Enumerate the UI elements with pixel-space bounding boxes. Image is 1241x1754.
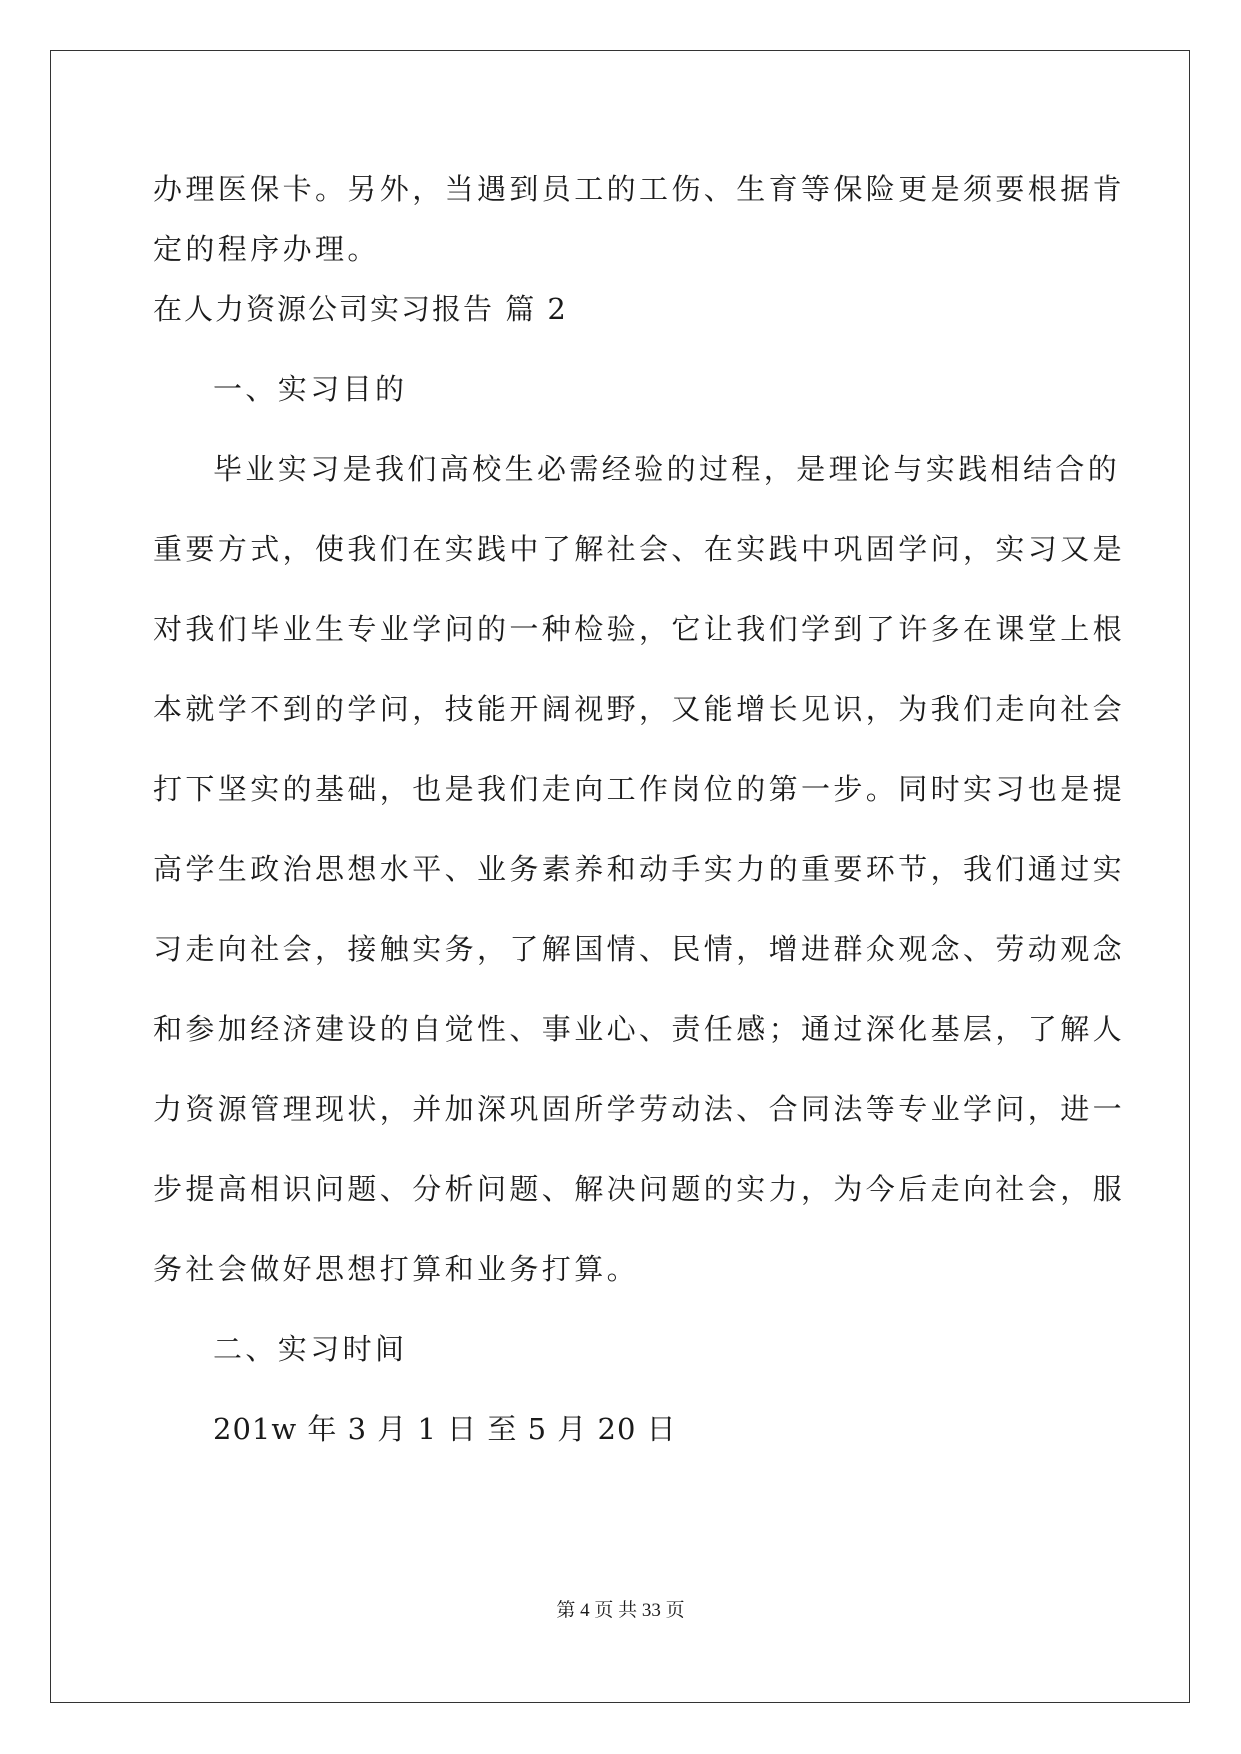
page-number: 第 4 页 共 33 页 [556,1600,685,1621]
body-line: 和参加经济建设的自觉性、事业心、责任感；通过深化基层，了解人 [153,1012,1126,1046]
section-title: 在人力资源公司实习报告 篇 2 [153,292,568,326]
body-line: 办理医保卡。另外，当遇到员工的工伤、生育等保险更是须要根据肯 [153,172,1126,206]
heading-purpose: 一、实习目的 [213,372,408,406]
body-line: 打下坚实的基础，也是我们走向工作岗位的第一步。同时实习也是提 [153,772,1126,806]
body-line: 毕业实习是我们高校生必需经验的过程，是理论与实践相结合的 [213,452,1121,486]
body-line: 本就学不到的学问，技能开阔视野，又能增长见识，为我们走向社会 [153,692,1126,726]
body-line: 习走向社会，接触实务，了解国情、民情，增进群众观念、劳动观念 [153,932,1126,966]
body-line: 重要方式，使我们在实践中了解社会、在实践中巩固学问，实习又是 [153,532,1126,566]
body-line: 高学生政治思想水平、业务素养和动手实力的重要环节，我们通过实 [153,852,1126,886]
body-line: 力资源管理现状，并加深巩固所学劳动法、合同法等专业学问，进一 [153,1092,1126,1126]
body-line: 定的程序办理。 [153,232,380,266]
date-range: 201w 年 3 月 1 日 至 5 月 20 日 [213,1412,677,1446]
heading-time: 二、实习时间 [213,1332,408,1366]
body-line: 务社会做好思想打算和业务打算。 [153,1252,640,1286]
body-line: 步提高相识问题、分析问题、解决问题的实力，为今后走向社会，服 [153,1172,1126,1206]
body-line: 对我们毕业生专业学问的一种检验，它让我们学到了许多在课堂上根 [153,612,1126,646]
